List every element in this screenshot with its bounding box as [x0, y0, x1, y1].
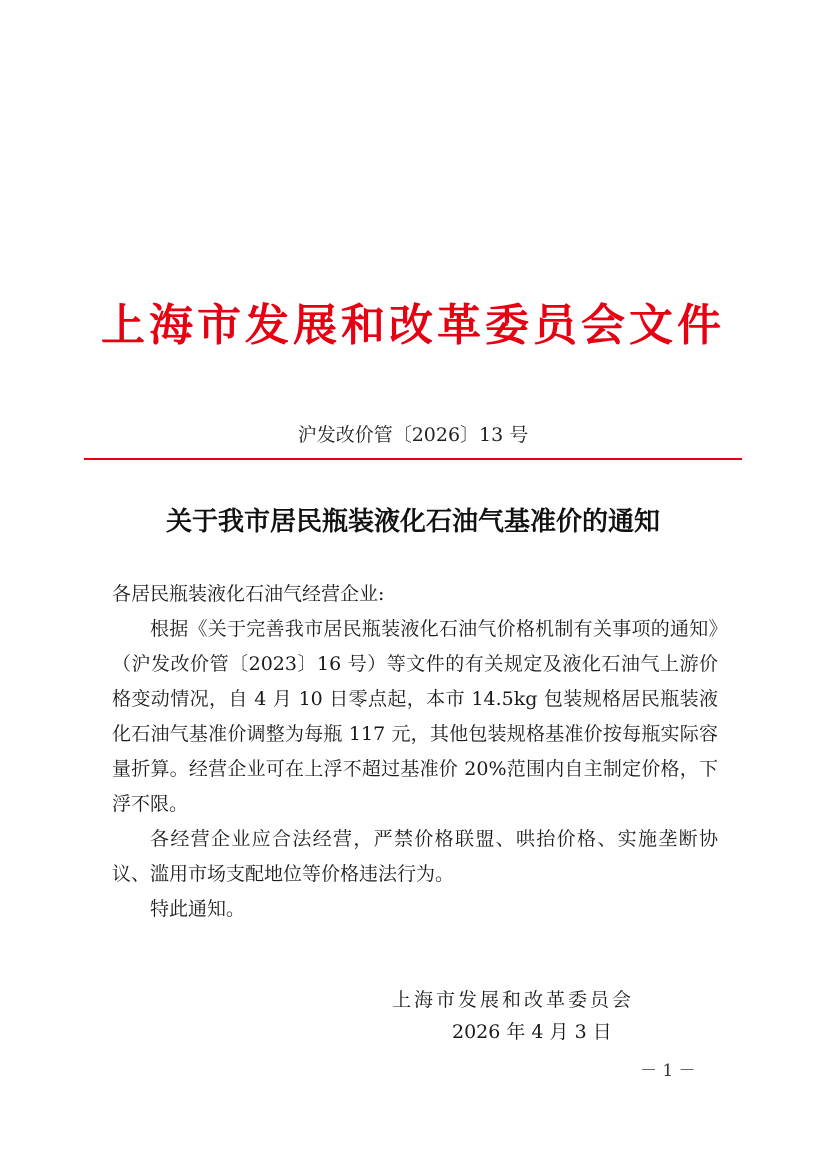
issuer-header: 上海市发展和改革委员会文件	[101, 300, 725, 351]
document-number: 沪发改价管〔2026〕13 号	[297, 424, 529, 446]
document-title: 关于我市居民瓶装液化石油气基准价的通知	[165, 507, 660, 537]
body-paragraph: 各经营企业应合法经营，严禁价格联盟、哄抬价格、实施垄断协议、滥用市场支配地位等价格违法行为。	[112, 828, 718, 885]
body-paragraph: 根据《关于完善我市居民瓶装液化石油气价格机制有关事项的通知》（沪发改价管〔2023〕16 号）等文件的有关规定及液化石油气上游价格变动情况，自 4 月 10 日零点起，本市 14.5kg 包装规格居民瓶装液化石油气基准价调整为每瓶 117 元，其他包装规格基准价按每瓶实际容量折算。经营企业可在上浮不超过基准价 20%范围内自主制定价格，下浮不限。	[112, 618, 718, 815]
addressee: 各居民瓶装液化石油气经营企业:	[112, 583, 385, 605]
signature-date: 2026 年 4 月 3 日	[452, 1021, 612, 1043]
red-divider-line	[84, 458, 742, 460]
signature-block	[392, 984, 682, 1048]
signature-organization: 上海市发展和改革委员会	[392, 989, 635, 1011]
closing-remark: 特此通知。	[150, 898, 246, 920]
page-number: － 1 －	[640, 1061, 696, 1081]
document-body	[112, 577, 718, 927]
